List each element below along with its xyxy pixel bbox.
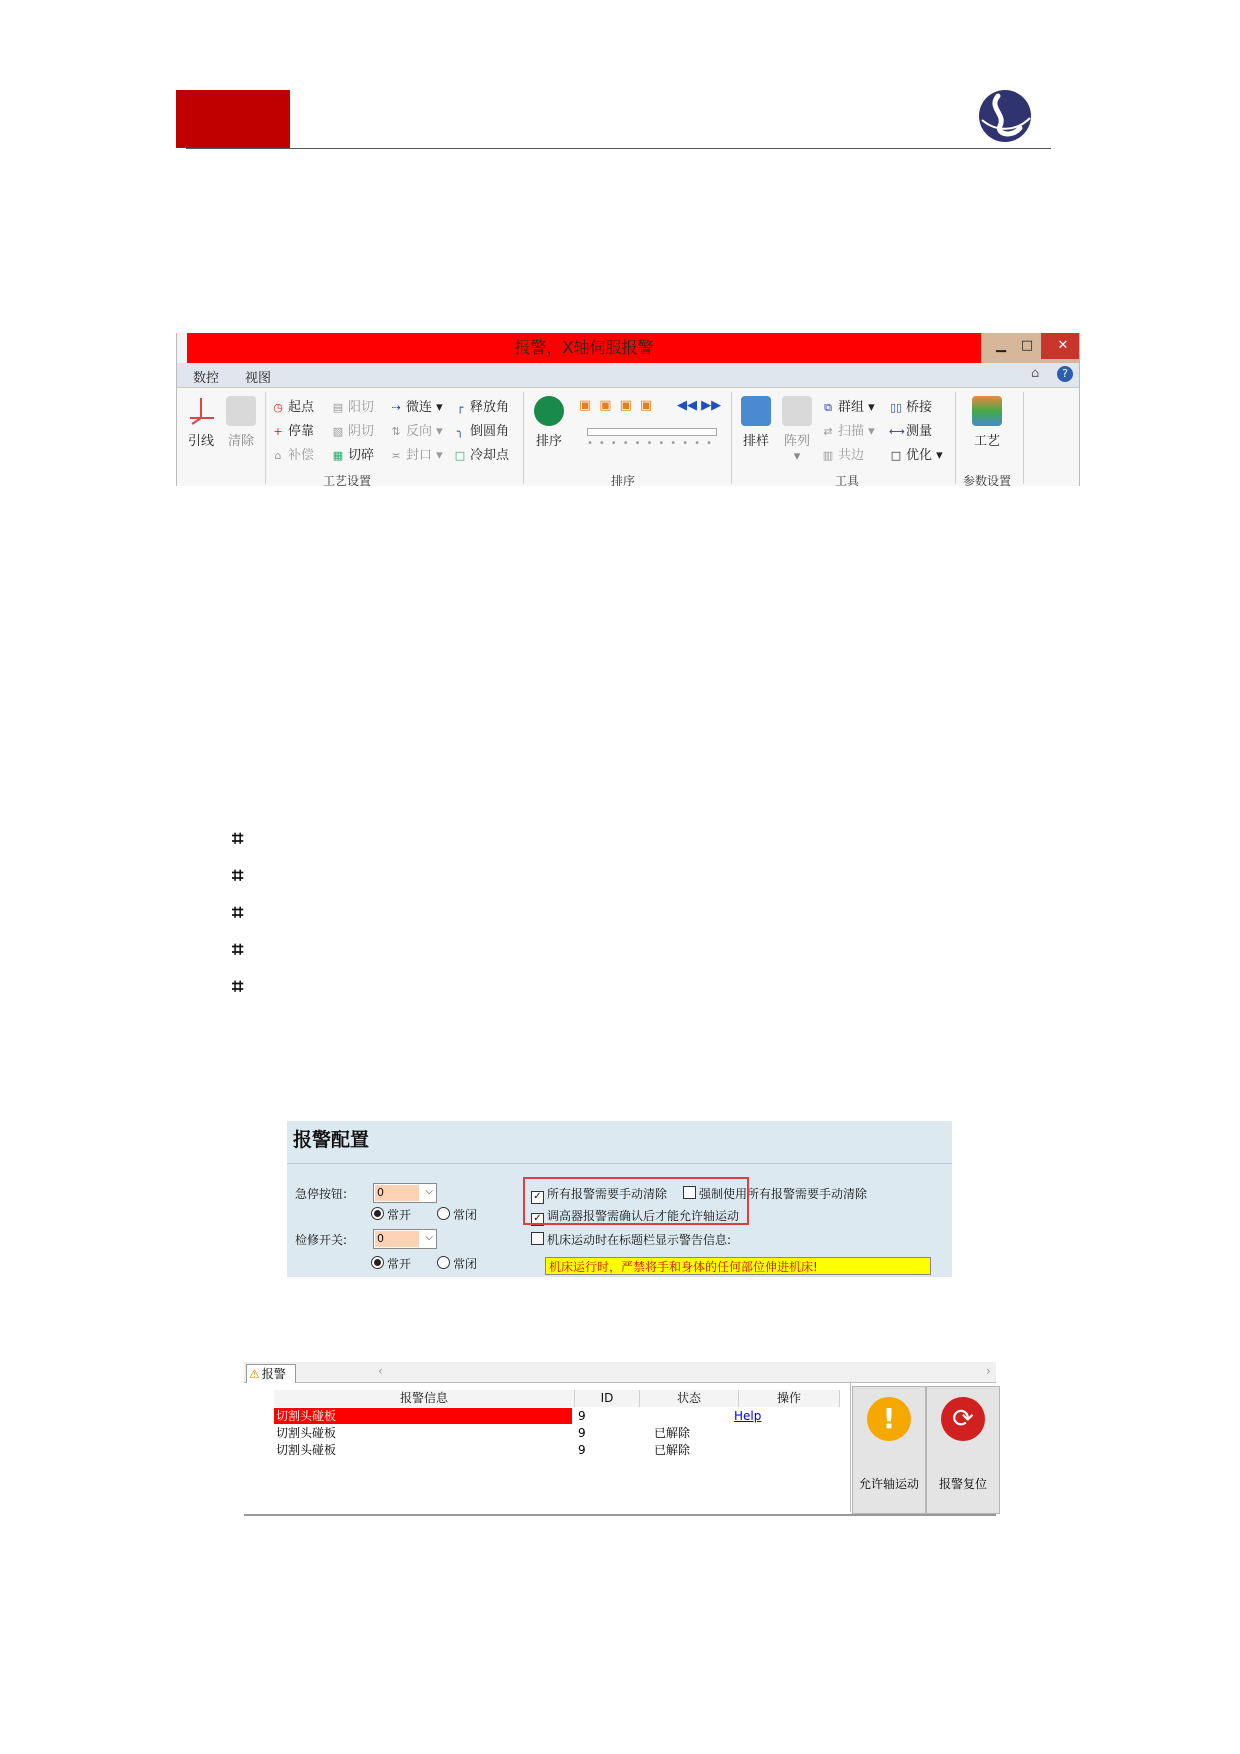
- maint-no-radio[interactable]: [371, 1255, 411, 1272]
- maint-nc-label: 常闭: [453, 1257, 478, 1271]
- scroll-left-icon[interactable]: ‹: [378, 1364, 383, 1378]
- scan-icon: ⇄: [823, 425, 833, 438]
- sort-slider-ticks: •••••••••••: [587, 438, 718, 449]
- row-id: 9: [578, 1426, 586, 1440]
- exclamation-icon: !: [867, 1397, 911, 1441]
- scrap-cut-label: 切碎: [348, 448, 375, 463]
- column-header-action[interactable]: 操作: [739, 1390, 840, 1407]
- refresh-icon: ⟳: [941, 1397, 985, 1441]
- tab-view[interactable]: 视图: [245, 371, 272, 386]
- round-corner-button[interactable]: [453, 420, 509, 439]
- array-label: 阵列: [783, 434, 810, 449]
- alarm-title-bar: [187, 333, 1080, 363]
- estop-value: 0: [375, 1185, 419, 1201]
- layers-icon: [972, 396, 1002, 426]
- park-icon: +: [273, 425, 283, 438]
- round-corner-label: 倒圆角: [470, 424, 510, 439]
- row-status: 已解除: [654, 1426, 691, 1440]
- group-label-sort: 排序: [611, 474, 636, 486]
- maint-nc-radio[interactable]: [437, 1255, 477, 1272]
- checkbox-icon: [531, 1232, 544, 1245]
- nest-button[interactable]: [737, 396, 775, 449]
- seal-icon: ≍: [391, 449, 401, 462]
- alarm-list-panel: [244, 1362, 996, 1516]
- optimize-button[interactable]: □ 优化 ▾: [890, 448, 943, 463]
- scan-button[interactable]: ⇄ 扫描 ▾: [821, 420, 875, 439]
- column-header-id[interactable]: ID: [575, 1390, 640, 1407]
- bullet-icon: ⌗: [232, 937, 244, 961]
- microjoint-icon: ⇢: [391, 401, 401, 414]
- collapse-ribbon-icon[interactable]: ⌂: [1031, 366, 1040, 381]
- checkbox-checked-icon: ✓: [531, 1191, 544, 1204]
- sort-icon: [534, 396, 564, 426]
- group-divider: [955, 392, 956, 484]
- titlebar-warn-label: 机床运动时在标题栏显示警告信息:: [547, 1233, 732, 1247]
- bullet-icon: ⌗: [232, 974, 244, 998]
- outer-cut-icon: ▤: [332, 401, 344, 414]
- help-icon[interactable]: ?: [1057, 366, 1073, 382]
- cooling-point-label: 冷却点: [470, 448, 510, 463]
- warning-text-field[interactable]: 机床运行时，严禁将手和身体的任何部位伸进机床!: [545, 1257, 931, 1275]
- park-label: 停靠: [288, 424, 315, 439]
- group-divider: [265, 392, 266, 484]
- help-link[interactable]: Help: [734, 1409, 762, 1423]
- group-button[interactable]: ⧉ 群组 ▾: [821, 396, 875, 415]
- allow-axis-motion-button[interactable]: [852, 1386, 926, 1514]
- release-angle-button[interactable]: [453, 396, 509, 415]
- common-edge-label: 共边: [838, 448, 865, 463]
- scrap-cut-icon: ▦: [332, 449, 344, 462]
- inner-cut-icon: ▧: [332, 425, 344, 438]
- manual-clear-label: 所有报警需要手动清除: [547, 1187, 668, 1201]
- height-confirm-label: 调高器报警需确认后才能允许轴运动: [547, 1209, 740, 1223]
- sort-order-icons[interactable]: ▣▣▣▣: [579, 398, 661, 413]
- titlebar-warn-checkbox[interactable]: [531, 1231, 731, 1248]
- optimize-icon: □: [890, 449, 902, 462]
- radio-selected-icon: [371, 1207, 384, 1220]
- scan-label: 扫描: [838, 424, 865, 439]
- cypcut-ribbon-screenshot: [176, 333, 1080, 486]
- force-manual-label: 强制使用所有报警需要手动清除: [699, 1187, 868, 1201]
- bullet-icon: ⌗: [232, 900, 244, 924]
- nest-icon: [741, 396, 771, 426]
- lead-button[interactable]: [183, 396, 219, 449]
- sort-button[interactable]: [529, 396, 569, 449]
- allow-axis-motion-label: 允许轴运动: [858, 1477, 919, 1491]
- estop-nc-label: 常闭: [453, 1208, 478, 1222]
- warning-icon: ⚠: [249, 1367, 260, 1381]
- common-edge-icon: ▥: [822, 449, 834, 462]
- inner-cut-button[interactable]: [331, 420, 374, 439]
- panel-divider: [850, 1382, 851, 1512]
- alarm-tab-bar: [244, 1362, 996, 1383]
- estop-nc-radio[interactable]: [437, 1206, 477, 1223]
- bridge-button[interactable]: [889, 396, 932, 415]
- maintenance-label: 检修开关:: [295, 1233, 348, 1247]
- compensation-button[interactable]: [271, 444, 314, 463]
- bridge-icon: ▯▯: [889, 401, 903, 414]
- release-angle-icon: ┌: [456, 401, 464, 414]
- compensation-icon: ⌂: [274, 449, 282, 462]
- radio-icon: [437, 1256, 450, 1269]
- alarm-reset-button[interactable]: [926, 1386, 1000, 1514]
- measure-button[interactable]: [889, 420, 932, 439]
- scroll-right-icon[interactable]: ›: [986, 1364, 991, 1378]
- start-point-icon: ◷: [273, 401, 283, 414]
- row-id: 9: [578, 1443, 586, 1457]
- ribbon-tab-bar: [177, 363, 1079, 387]
- row-info[interactable]: 切割头碰板: [276, 1409, 337, 1423]
- maintenance-value: 0: [375, 1231, 419, 1247]
- measure-icon: ⟷: [889, 425, 905, 438]
- eraser-icon: [226, 396, 256, 426]
- row-id: 9: [578, 1409, 586, 1423]
- craft-params-button[interactable]: [963, 396, 1011, 449]
- row-info[interactable]: 切割头碰板: [276, 1443, 337, 1457]
- cooling-point-button[interactable]: [453, 444, 509, 463]
- window-controls: [981, 333, 1080, 363]
- group-divider: [1023, 392, 1024, 484]
- estop-no-radio[interactable]: [371, 1206, 411, 1223]
- maximize-icon[interactable]: □: [1020, 338, 1034, 353]
- alarm-title-text: 报警，X轴伺服报警: [187, 333, 981, 363]
- group-divider: [523, 392, 524, 484]
- estop-label: 急停按钮:: [295, 1187, 348, 1201]
- array-button[interactable]: 阵列 ▾: [779, 396, 815, 464]
- tab-alarm-label: 报警: [261, 1367, 286, 1381]
- release-angle-label: 释放角: [470, 400, 510, 415]
- park-button[interactable]: [271, 420, 314, 439]
- nest-label: 排样: [742, 434, 769, 449]
- outer-cut-button[interactable]: [331, 396, 374, 415]
- cooling-point-icon: □: [454, 449, 466, 462]
- radio-selected-icon: [371, 1256, 384, 1269]
- chevron-down-icon: ⌵: [425, 1186, 433, 1197]
- group-label: 群组: [838, 400, 865, 415]
- header-rule: [186, 148, 1051, 149]
- column-header-info[interactable]: 报警信息: [274, 1390, 575, 1407]
- minimize-icon[interactable]: ▁: [996, 338, 1006, 353]
- clear-button[interactable]: [223, 396, 259, 449]
- column-header-status[interactable]: 状态: [640, 1390, 739, 1407]
- maint-no-label: 常开: [387, 1257, 412, 1271]
- array-icon: [782, 396, 812, 426]
- start-point-button[interactable]: [271, 396, 314, 415]
- bullet-icon: ⌗: [232, 826, 244, 850]
- ribbon-body: [177, 387, 1079, 486]
- craft-params-label: 工艺: [973, 434, 1000, 449]
- group-label-params: 参数设置: [963, 474, 1012, 486]
- optimize-label: 优化: [906, 448, 933, 463]
- alarm-config-panel: [287, 1121, 952, 1277]
- sort-slider[interactable]: [587, 428, 717, 436]
- alarm-reset-label: 报警复位: [938, 1477, 987, 1491]
- company-logo: [976, 88, 1034, 144]
- group-label-tools: 工具: [835, 474, 860, 486]
- start-point-label: 起点: [288, 400, 315, 415]
- tab-alarm[interactable]: [246, 1364, 296, 1383]
- maintenance-select[interactable]: [373, 1229, 437, 1249]
- seal-button[interactable]: ≍ 封口 ▾: [389, 444, 443, 463]
- row-status: 已解除: [654, 1443, 691, 1457]
- scrap-cut-button[interactable]: [331, 444, 374, 463]
- lead-icon: [186, 396, 216, 426]
- lead-label: 引线: [187, 434, 214, 449]
- estop-no-label: 常开: [387, 1208, 412, 1222]
- common-edge-button[interactable]: [821, 444, 864, 463]
- compensation-label: 补偿: [288, 448, 315, 463]
- microjoint-button[interactable]: ⇢ 微连 ▾: [389, 396, 443, 415]
- seal-label: 封口: [406, 448, 433, 463]
- highlight-box: [523, 1177, 749, 1225]
- group-divider: [731, 392, 732, 484]
- reverse-button[interactable]: ⇅ 反向 ▾: [389, 420, 443, 439]
- row-info[interactable]: 切割头碰板: [276, 1426, 337, 1440]
- inner-cut-label: 阴切: [348, 424, 375, 439]
- chevron-down-icon: ⌵: [425, 1232, 433, 1243]
- measure-label: 测量: [906, 424, 933, 439]
- tab-cnc[interactable]: 数控: [193, 371, 220, 386]
- group-label-craft: 工艺设置: [323, 474, 372, 486]
- bridge-label: 桥接: [906, 400, 933, 415]
- header-red-block: [176, 90, 290, 148]
- title-divider: [287, 1163, 952, 1164]
- reverse-icon: ⇅: [391, 425, 401, 438]
- sort-label: 排序: [535, 434, 562, 449]
- bullet-icon: ⌗: [232, 863, 244, 887]
- group-icon: ⧉: [824, 401, 832, 414]
- alarm-config-title: 报警配置: [293, 1129, 370, 1151]
- microjoint-label: 微连: [406, 400, 433, 415]
- close-icon[interactable]: ✕: [1041, 333, 1080, 359]
- checkbox-checked-icon: ✓: [531, 1213, 544, 1226]
- estop-select[interactable]: [373, 1183, 437, 1203]
- radio-icon: [437, 1207, 450, 1220]
- round-corner-icon: ╮: [456, 425, 464, 438]
- reverse-label: 反向: [406, 424, 433, 439]
- sort-nav-icon[interactable]: ◀◀ ▶▶: [677, 398, 722, 413]
- outer-cut-label: 阳切: [348, 400, 375, 415]
- clear-label: 清除: [227, 434, 254, 449]
